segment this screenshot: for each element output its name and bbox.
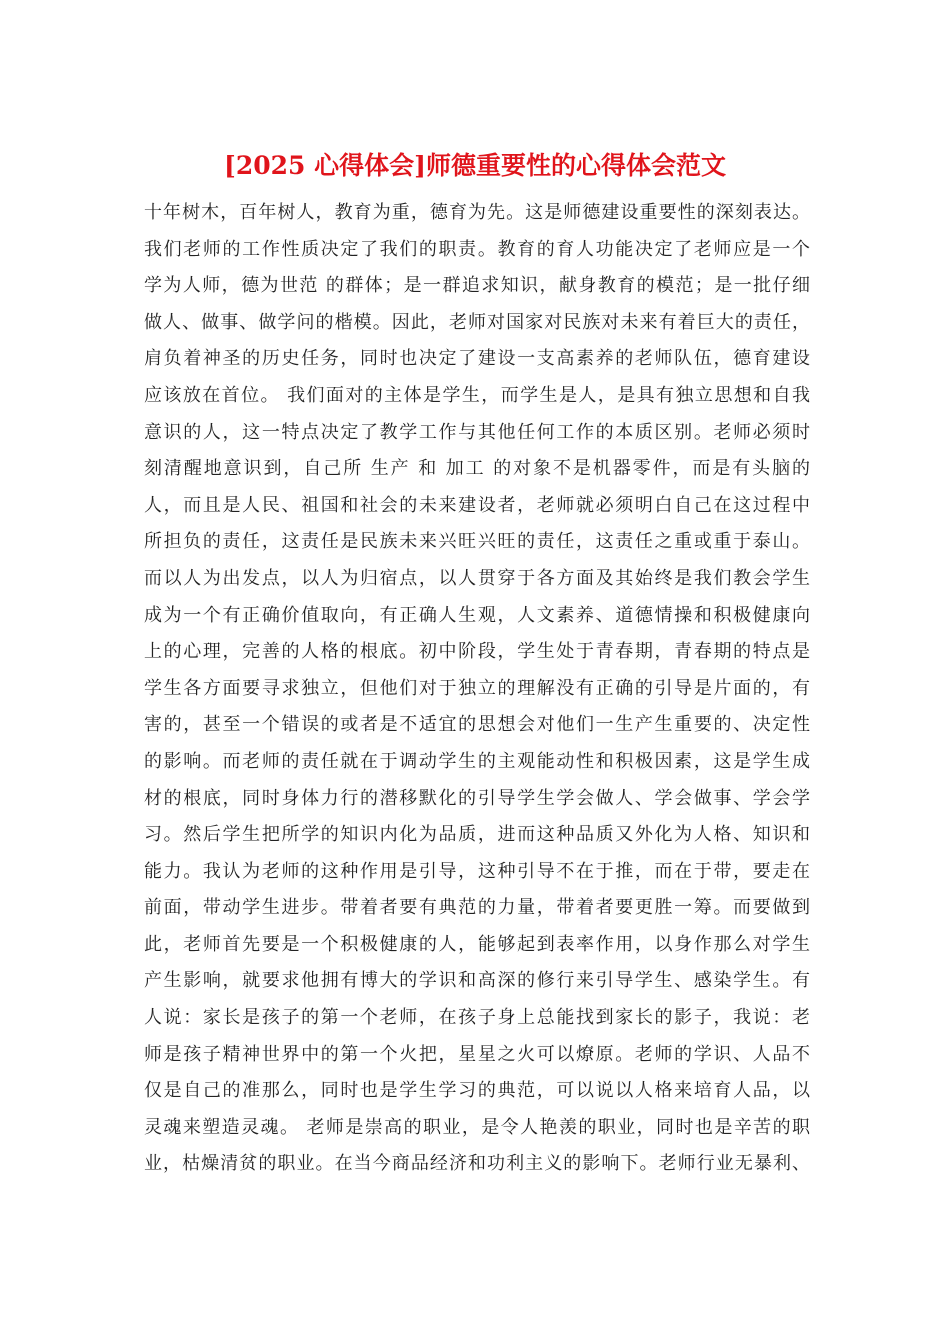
- body-line: 灵魂来塑造灵魂。 老师是崇高的职业，是令人艳羡的职业，同时也是辛苦的职: [144, 1116, 810, 1138]
- body-line: 学生各方面要寻求独立，但他们对于独立的理解没有正确的引导是片面的，有: [144, 677, 810, 699]
- body-line: 刻清醒地意识到，自己所 生产 和 加工 的对象不是机器零件，而是有头脑的: [144, 458, 810, 480]
- body-line: 应该放在首位。 我们面对的主体是学生，而学生是人，是具有独立思想和自我: [144, 384, 810, 406]
- body-line: 人说：家长是孩子的第一个老师，在孩子身上总能找到家长的影子，我说：老: [144, 1007, 810, 1029]
- body-line: 我们老师的工作性质决定了我们的职责。教育的育人功能决定了老师应是一个: [144, 238, 810, 260]
- body-line: 能力。我认为老师的这种作用是引导，这种引导不在于推，而在于带，要走在: [144, 860, 810, 882]
- body-line: 上的心理，完善的人格的根底。初中阶段，学生处于青春期，青春期的特点是: [144, 641, 810, 663]
- body-line: 的影响。而老师的责任就在于调动学生的主观能动性和积极因素，这是学生成: [144, 750, 810, 772]
- body-line: 而以人为出发点，以人为归宿点，以人贯穿于各方面及其始终是我们教会学生: [144, 567, 810, 589]
- body-line: 前面，带动学生进步。带着者要有典范的力量，带着者要更胜一筹。而要做到: [144, 897, 810, 919]
- body-line: 意识的人，这一特点决定了教学工作与其他任何工作的本质区别。老师必须时: [144, 421, 810, 443]
- body-line: 产生影响，就要求他拥有博大的学识和高深的修行来引导学生、感染学生。有: [144, 970, 810, 992]
- body-line: 做人、做事、做学问的楷模。因此，老师对国家对民族对未来有着巨大的责任，: [144, 311, 810, 333]
- body-line: 仅是自己的准那么，同时也是学生学习的典范，可以说以人格来培育人品，以: [144, 1080, 810, 1102]
- body-line: 人，而且是人民、祖国和社会的未来建设者，老师就必须明白自己在这过程中: [144, 494, 810, 516]
- body-line: 肩负着神圣的历史任务，同时也决定了建设一支高素养的老师队伍，德育建设: [144, 348, 810, 370]
- body-line: 师是孩子精神世界中的第一个火把，星星之火可以燎原。老师的学识、人品不: [144, 1043, 810, 1065]
- body-line: 学为人师，德为世范 的群体；是一群追求知识，献身教育的模范；是一批仔细: [144, 275, 810, 297]
- body-line: 习。然后学生把所学的知识内化为品质，进而这种品质又外化为人格、知识和: [144, 824, 810, 846]
- body-line: 十年树木，百年树人，教育为重，德育为先。这是师德建设重要性的深刻表达。: [144, 202, 810, 223]
- body-line: 材的根底，同时身体力行的潜移默化的引导学生学会做人、学会做事、学会学: [144, 787, 810, 809]
- body-line: 业，枯燥清贫的职业。在当今商品经济和功利主义的影响下。老师行业无暴利、: [144, 1153, 810, 1175]
- document-title: [2025 心得体会]师德重要性的心得体会范文: [224, 151, 726, 180]
- body-line: 成为一个有正确价值取向，有正确人生观，人文素养、道德情操和积极健康向: [144, 604, 810, 626]
- body-line: 害的，甚至一个错误的或者是不适宜的思想会对他们一生产生重要的、决定性: [144, 714, 810, 736]
- body-line: 此，老师首先要是一个积极健康的人，能够起到表率作用，以身作那么对学生: [144, 933, 810, 955]
- document-body: [144, 195, 810, 1183]
- body-line: 所担负的责任，这责任是民族未来兴旺兴旺的责任，这责任之重或重于泰山。: [144, 531, 810, 553]
